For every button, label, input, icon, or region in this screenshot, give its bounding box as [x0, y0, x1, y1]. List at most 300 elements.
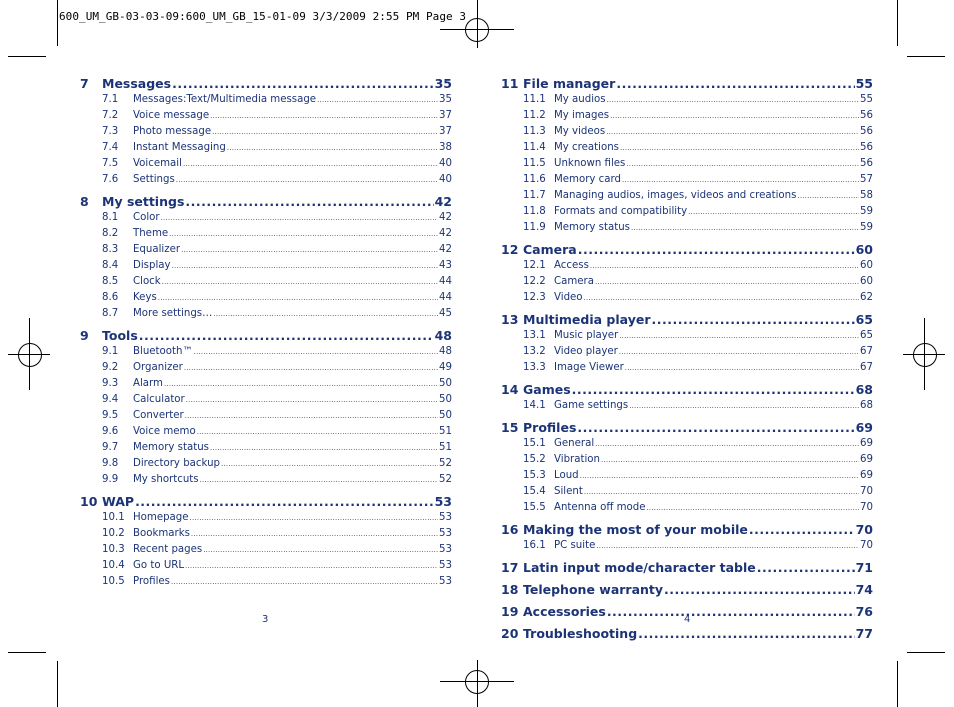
subentry-page: 70: [860, 540, 873, 551]
chapter-title: Latin input mode/character table: [523, 560, 756, 575]
subentry-number: 9.1: [102, 346, 119, 357]
dot-leader: [797, 188, 859, 204]
subentry-number: 15.1: [523, 438, 546, 449]
subentry-title: Voice memo: [133, 426, 196, 437]
subentry-number: 12.3: [523, 292, 546, 303]
dot-leader: [191, 526, 438, 542]
subentry-page: 37: [439, 126, 452, 137]
crop-mark: [897, 0, 898, 46]
toc-subentry[interactable]: [501, 140, 873, 156]
toc-subentry[interactable]: [80, 424, 452, 440]
chapter-page: 76: [855, 604, 873, 619]
dot-leader: [610, 108, 859, 124]
crop-mark: [57, 661, 58, 707]
chapter-title: Accessories: [523, 604, 606, 619]
toc-subentry[interactable]: [80, 210, 452, 226]
subentry-number: 10.3: [102, 544, 125, 555]
chapter-title: Tools: [102, 328, 138, 343]
subentry-title: Bookmarks: [133, 528, 190, 539]
toc-subentry[interactable]: [80, 456, 452, 472]
subentry-page: 50: [439, 410, 452, 421]
dot-leader: [620, 140, 859, 156]
toc-subentry[interactable]: [80, 440, 452, 456]
toc-section: [80, 75, 452, 188]
dot-leader: [164, 376, 438, 392]
subentry-number: 13.1: [523, 330, 546, 341]
chapter-title: My settings: [102, 194, 185, 209]
chapter-title: Telephone warranty: [523, 582, 664, 597]
subentry-number: 7.4: [102, 142, 119, 153]
chapter-title: Making the most of your mobile: [523, 522, 748, 537]
toc-subentry[interactable]: [80, 172, 452, 188]
toc-subentry[interactable]: [501, 274, 873, 290]
dot-leader: [664, 581, 855, 598]
chapter-number: 20: [501, 626, 519, 641]
toc-subentry[interactable]: [501, 108, 873, 124]
subentry-title: Memory status: [133, 442, 209, 453]
toc-chapter-entry[interactable]: [501, 241, 873, 258]
toc-subentry[interactable]: [80, 242, 452, 258]
subentry-title: Managing audios, images, videos and creations: [554, 190, 797, 201]
dot-leader: [158, 290, 438, 306]
subentry-title: Instant Messaging: [133, 142, 226, 153]
chapter-number: 18: [501, 582, 519, 597]
subentry-title: Alarm: [133, 378, 163, 389]
toc-subentry[interactable]: [501, 258, 873, 274]
dot-leader: [580, 468, 859, 484]
chapter-title: File manager: [523, 76, 616, 91]
chapter-page: 74: [855, 582, 873, 597]
subentry-title: Bluetooth™: [133, 346, 193, 357]
subentry-number: 9.6: [102, 426, 119, 437]
toc-subentry[interactable]: [501, 436, 873, 452]
crop-mark: [8, 56, 46, 57]
toc-subentry[interactable]: [501, 360, 873, 376]
toc-section: [501, 381, 873, 414]
chapter-page: 77: [855, 626, 873, 641]
crop-mark: [57, 0, 58, 46]
dot-leader: [183, 156, 438, 172]
toc-chapter-entry[interactable]: [80, 75, 452, 92]
dot-leader: [572, 381, 855, 398]
subentry-page: 60: [860, 276, 873, 287]
subentry-title: Calculator: [133, 394, 185, 405]
subentry-number: 8.5: [102, 276, 119, 287]
subentry-page: 65: [860, 330, 873, 341]
toc-subentry[interactable]: [80, 258, 452, 274]
subentry-number: 9.2: [102, 362, 119, 373]
subentry-page: 53: [439, 512, 452, 523]
subentry-page: 35: [439, 94, 452, 105]
subentry-title: Homepage: [133, 512, 189, 523]
toc-subentry[interactable]: [501, 92, 873, 108]
subentry-title: Converter: [133, 410, 184, 421]
subentry-page: 60: [860, 260, 873, 271]
crop-mark: [8, 652, 46, 653]
dot-leader: [616, 75, 854, 92]
toc-section: [80, 493, 452, 590]
subentry-page: 42: [439, 212, 452, 223]
toc-chapter-entry[interactable]: [501, 75, 873, 92]
toc-chapter-entry[interactable]: [80, 327, 452, 344]
chapter-number: 14: [501, 382, 519, 397]
toc-subentry[interactable]: [80, 376, 452, 392]
dot-leader: [638, 625, 854, 642]
dot-leader: [595, 436, 859, 452]
dot-leader: [139, 327, 434, 344]
toc-subentry[interactable]: [501, 328, 873, 344]
dot-leader: [629, 398, 859, 414]
subentry-page: 38: [439, 142, 452, 153]
subentry-title: Memory status: [554, 222, 630, 233]
crop-mark: [907, 56, 945, 57]
toc-section: [501, 581, 873, 598]
toc-subentry[interactable]: [80, 392, 452, 408]
subentry-title: Music player: [554, 330, 619, 341]
toc-chapter-entry[interactable]: [501, 559, 873, 576]
subentry-page: 56: [860, 158, 873, 169]
chapter-title: Troubleshooting: [523, 626, 638, 641]
subentry-title: Organizer: [133, 362, 183, 373]
subentry-number: 12.2: [523, 276, 546, 287]
subentry-page: 69: [860, 470, 873, 481]
subentry-page: 59: [860, 222, 873, 233]
subentry-number: 10.4: [102, 560, 125, 571]
subentry-title: Image Viewer: [554, 362, 624, 373]
chapter-page: 55: [855, 76, 873, 91]
toc-subentry[interactable]: [80, 408, 452, 424]
dot-leader: [584, 290, 859, 306]
subentry-page: 56: [860, 110, 873, 121]
toc-section: [501, 559, 873, 576]
dot-leader: [590, 258, 859, 274]
chapter-page: 60: [855, 242, 873, 257]
chapter-page: 65: [855, 312, 873, 327]
dot-leader: [194, 344, 438, 360]
subentry-page: 42: [439, 228, 452, 239]
chapter-number: 15: [501, 420, 519, 435]
subentry-number: 14.1: [523, 400, 546, 411]
dot-leader: [626, 156, 859, 172]
chapter-title: Games: [523, 382, 571, 397]
toc-subentry[interactable]: [501, 188, 873, 204]
toc-chapter-entry[interactable]: [501, 581, 873, 598]
subentry-title: Color: [133, 212, 160, 223]
chapter-page: 35: [434, 76, 452, 91]
subentry-page: 53: [439, 528, 452, 539]
toc-subentry[interactable]: [80, 306, 452, 322]
subentry-page: 67: [860, 362, 873, 373]
subentry-title: Vibration: [554, 454, 600, 465]
subentry-page: 53: [439, 544, 452, 555]
subentry-page: 68: [860, 400, 873, 411]
subentry-page: 53: [439, 576, 452, 587]
subentry-page: 49: [439, 362, 452, 373]
subentry-title: My images: [554, 110, 610, 121]
subentry-title: Antenna off mode: [554, 502, 646, 513]
toc-section: [501, 311, 873, 376]
chapter-number: 10: [80, 494, 98, 509]
chapter-title: Profiles: [523, 420, 577, 435]
subentry-number: 7.2: [102, 110, 119, 121]
dot-leader: [210, 440, 438, 456]
dot-leader: [607, 92, 859, 108]
dot-leader: [651, 311, 854, 328]
subentry-number: 11.2: [523, 110, 546, 121]
toc-subentry[interactable]: [501, 538, 873, 554]
toc-subentry[interactable]: [80, 558, 452, 574]
dot-leader: [212, 124, 438, 140]
subentry-page: 51: [439, 442, 452, 453]
toc-subentry[interactable]: [80, 290, 452, 306]
dot-leader: [190, 510, 439, 526]
subentry-title: More settings…: [133, 308, 213, 319]
dot-leader: [203, 542, 438, 558]
chapter-page: 48: [434, 328, 452, 343]
subentry-number: 13.2: [523, 346, 546, 357]
dot-leader: [184, 360, 438, 376]
dot-leader: [596, 538, 859, 554]
subentry-page: 70: [860, 486, 873, 497]
subentry-title: Game settings: [554, 400, 629, 411]
chapter-page: 53: [434, 494, 452, 509]
dot-leader: [181, 242, 438, 258]
toc-subentry[interactable]: [501, 344, 873, 360]
toc-subentry[interactable]: [501, 468, 873, 484]
subentry-title: Profiles: [133, 576, 170, 587]
chapter-page: 71: [855, 560, 873, 575]
subentry-page: 45: [439, 308, 452, 319]
dot-leader: [619, 344, 859, 360]
dot-leader: [749, 521, 855, 538]
subentry-page: 67: [860, 346, 873, 357]
toc-subentry[interactable]: [501, 156, 873, 172]
subentry-title: General: [554, 438, 595, 449]
toc-subentry[interactable]: [501, 484, 873, 500]
subentry-title: My shortcuts: [133, 474, 199, 485]
subentry-title: Access: [554, 260, 589, 271]
subentry-title: Loud: [554, 470, 579, 481]
dot-leader: [186, 392, 438, 408]
subentry-number: 7.1: [102, 94, 119, 105]
toc-subentry[interactable]: [80, 140, 452, 156]
dot-leader: [619, 328, 859, 344]
toc-subentry[interactable]: [501, 452, 873, 468]
subentry-page: 40: [439, 174, 452, 185]
toc-subentry[interactable]: [80, 510, 452, 526]
chapter-number: 7: [80, 76, 89, 91]
subentry-title: Directory backup: [133, 458, 221, 469]
toc-chapter-entry[interactable]: [501, 625, 873, 642]
chapter-title: WAP: [102, 494, 135, 509]
subentry-number: 10.2: [102, 528, 125, 539]
toc-subentry[interactable]: [501, 172, 873, 188]
toc-subentry[interactable]: [80, 360, 452, 376]
subentry-number: 10.5: [102, 576, 125, 587]
dot-leader: [601, 452, 859, 468]
dot-leader: [162, 274, 438, 290]
subentry-title: Memory card: [554, 174, 621, 185]
subentry-number: 11.4: [523, 142, 546, 153]
subentry-title: Voice message: [133, 110, 210, 121]
subentry-number: 11.1: [523, 94, 546, 105]
dot-leader: [595, 274, 859, 290]
subentry-page: 69: [860, 454, 873, 465]
toc-section: [80, 193, 452, 322]
subentry-number: 8.1: [102, 212, 119, 223]
toc-subentry[interactable]: [501, 398, 873, 414]
chapter-title: Messages: [102, 76, 172, 91]
subentry-title: Video player: [554, 346, 618, 357]
chapter-number: 16: [501, 522, 519, 537]
toc-chapter-entry[interactable]: [501, 381, 873, 398]
dot-leader: [185, 408, 438, 424]
subentry-number: 8.2: [102, 228, 119, 239]
toc-subentry[interactable]: [501, 290, 873, 306]
dot-leader: [631, 220, 859, 236]
subentry-number: 7.6: [102, 174, 119, 185]
dot-leader: [185, 193, 433, 210]
toc-subentry[interactable]: [501, 220, 873, 236]
toc-subentry[interactable]: [80, 274, 452, 290]
toc-subentry[interactable]: [80, 574, 452, 590]
dot-leader: [688, 204, 859, 220]
dot-leader: [221, 456, 438, 472]
subentry-title: My audios: [554, 94, 606, 105]
subentry-number: 11.3: [523, 126, 546, 137]
subentry-number: 15.3: [523, 470, 546, 481]
dot-leader: [135, 493, 434, 510]
subentry-title: PC suite: [554, 540, 596, 551]
subentry-title: Clock: [133, 276, 161, 287]
subentry-page: 44: [439, 276, 452, 287]
toc-subentry[interactable]: [80, 542, 452, 558]
toc-section: [501, 75, 873, 236]
toc-subentry[interactable]: [80, 226, 452, 242]
subentry-title: Theme: [133, 228, 169, 239]
subentry-page: 37: [439, 110, 452, 121]
subentry-page: 40: [439, 158, 452, 169]
toc-subentry[interactable]: [80, 92, 452, 108]
subentry-page: 48: [439, 346, 452, 357]
subentry-number: 8.6: [102, 292, 119, 303]
subentry-number: 7.3: [102, 126, 119, 137]
chapter-page: 42: [434, 194, 452, 209]
toc-subentry[interactable]: [80, 156, 452, 172]
subentry-page: 52: [439, 458, 452, 469]
dot-leader: [185, 558, 438, 574]
dot-leader: [578, 241, 855, 258]
chapter-number: 19: [501, 604, 519, 619]
toc-section: [501, 241, 873, 306]
subentry-number: 15.2: [523, 454, 546, 465]
subentry-number: 11.6: [523, 174, 546, 185]
subentry-number: 11.7: [523, 190, 546, 201]
toc-subentry[interactable]: [80, 472, 452, 488]
dot-leader: [227, 140, 438, 156]
subentry-title: Voicemail: [133, 158, 182, 169]
page-number-left: 3: [262, 614, 269, 625]
dot-leader: [213, 306, 438, 322]
subentry-title: Recent pages: [133, 544, 203, 555]
subentry-page: 43: [439, 260, 452, 271]
subentry-number: 9.3: [102, 378, 119, 389]
chapter-number: 12: [501, 242, 519, 257]
subentry-title: Go to URL: [133, 560, 185, 571]
subentry-title: Display: [133, 260, 171, 271]
subentry-title: Messages:Text/Multimedia message: [133, 94, 317, 105]
toc-subentry[interactable]: [80, 124, 452, 140]
toc-chapter-entry[interactable]: [80, 193, 452, 210]
toc-subentry[interactable]: [80, 526, 452, 542]
toc-right-column: [501, 75, 873, 647]
subentry-number: 7.5: [102, 158, 119, 169]
dot-leader: [172, 75, 433, 92]
toc-subentry[interactable]: [80, 344, 452, 360]
chapter-number: 11: [501, 76, 519, 91]
subentry-title: Video: [554, 292, 583, 303]
dot-leader: [210, 108, 438, 124]
chapter-title: Camera: [523, 242, 577, 257]
subentry-title: Unknown files: [554, 158, 626, 169]
dot-leader: [200, 472, 438, 488]
subentry-number: 9.9: [102, 474, 119, 485]
dot-leader: [169, 226, 438, 242]
subentry-page: 50: [439, 378, 452, 389]
subentry-number: 12.1: [523, 260, 546, 271]
subentry-number: 9.7: [102, 442, 119, 453]
subentry-page: 56: [860, 142, 873, 153]
chapter-number: 9: [80, 328, 89, 343]
toc-left-column: [80, 75, 452, 595]
dot-leader: [577, 419, 854, 436]
toc-subentry[interactable]: [501, 204, 873, 220]
subentry-page: 69: [860, 438, 873, 449]
subentry-title: My creations: [554, 142, 619, 153]
subentry-page: 44: [439, 292, 452, 303]
dot-leader: [607, 603, 855, 620]
subentry-title: Camera: [554, 276, 594, 287]
subentry-number: 10.1: [102, 512, 125, 523]
toc-chapter-entry[interactable]: [501, 419, 873, 436]
subentry-title: Photo message: [133, 126, 212, 137]
subentry-number: 9.5: [102, 410, 119, 421]
toc-subentry[interactable]: [501, 500, 873, 516]
chapter-page: 70: [855, 522, 873, 537]
subentry-page: 53: [439, 560, 452, 571]
chapter-number: 8: [80, 194, 89, 209]
toc-subentry[interactable]: [501, 124, 873, 140]
subentry-number: 8.4: [102, 260, 119, 271]
subentry-number: 13.3: [523, 362, 546, 373]
toc-chapter-entry[interactable]: [80, 493, 452, 510]
toc-subentry[interactable]: [80, 108, 452, 124]
subentry-number: 15.5: [523, 502, 546, 513]
chapter-page: 69: [855, 420, 873, 435]
subentry-number: 11.5: [523, 158, 546, 169]
subentry-page: 51: [439, 426, 452, 437]
subentry-title: Settings: [133, 174, 175, 185]
subentry-title: Keys: [133, 292, 157, 303]
subentry-title: Silent: [554, 486, 583, 497]
subentry-number: 8.7: [102, 308, 119, 319]
dot-leader: [622, 172, 859, 188]
page-number-right: 4: [684, 614, 691, 625]
dot-leader: [176, 172, 438, 188]
toc-chapter-entry[interactable]: [501, 521, 873, 538]
toc-chapter-entry[interactable]: [501, 311, 873, 328]
dot-leader: [625, 360, 859, 376]
